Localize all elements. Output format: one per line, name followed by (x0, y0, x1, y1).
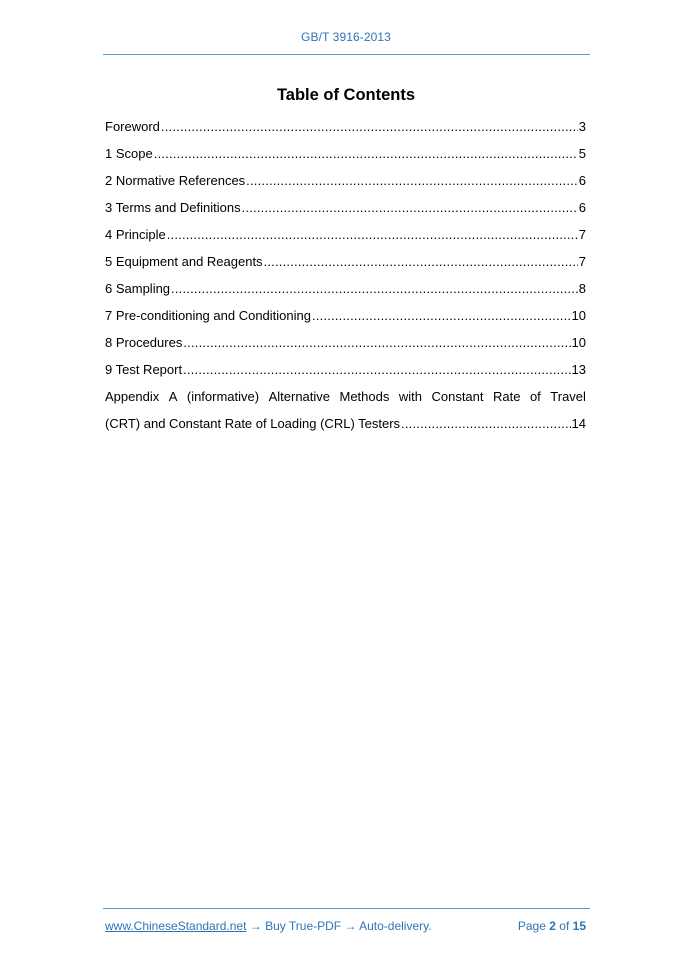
toc-entry-page: 6 (578, 173, 586, 188)
toc-entry-foreword[interactable] (105, 119, 586, 146)
toc-leader-dots (246, 173, 578, 188)
page-indicator (518, 919, 586, 933)
toc-entry-page: 10 (571, 335, 586, 350)
toc-entry-page: 3 (578, 119, 586, 134)
appendix-word: (informative) (186, 389, 260, 404)
toc-entry-label: (CRT) and Constant Rate of Loading (CRL) Testers (105, 416, 401, 431)
toc-leader-dots (161, 119, 578, 134)
appendix-word: Appendix (105, 389, 160, 404)
header-divider (103, 54, 590, 55)
appendix-word: A (168, 389, 178, 404)
toc-leader-dots (401, 416, 570, 431)
toc-leader-dots (171, 281, 578, 296)
toc-entry-label: 8 Procedures (105, 335, 183, 350)
running-header: GB/T 3916-2013 (301, 30, 391, 44)
of-word: of (559, 919, 570, 933)
toc-entry-label: 7 Pre-conditioning and Conditioning (105, 308, 311, 323)
appendix-word: Travel (550, 389, 586, 404)
footer-promo-text: → Buy True-PDF → Auto-delivery. (246, 919, 432, 933)
appendix-word: Rate (493, 389, 521, 404)
toc-entry-label: 5 Equipment and Reagents (105, 254, 263, 269)
toc-entry-test-report[interactable] (105, 362, 586, 389)
toc-entry-label: 6 Sampling (105, 281, 171, 296)
toc-entry-page: 7 (578, 254, 586, 269)
toc-title: Table of Contents (276, 86, 416, 104)
toc-entry-scope[interactable] (105, 146, 586, 173)
toc-leader-dots (154, 146, 578, 161)
website-link[interactable]: www.ChineseStandard.net (105, 919, 247, 933)
appendix-word: Alternative (268, 389, 331, 404)
appendix-title-line-2 (105, 416, 586, 443)
toc-entry-equipment-reagents[interactable] (105, 254, 586, 281)
toc-entry-terms-definitions[interactable] (105, 200, 586, 227)
toc-entry-label: Foreword (105, 119, 160, 134)
toc-entry-label: 4 Principle (105, 227, 166, 242)
table-of-contents (105, 119, 586, 443)
appendix-word: Constant (431, 389, 484, 404)
appendix-title-line-1 (105, 389, 586, 416)
toc-entry-appendix-a[interactable] (105, 389, 586, 443)
toc-entry-normative-references[interactable] (105, 173, 586, 200)
toc-entry-label: 3 Terms and Definitions (105, 200, 241, 215)
appendix-word: with (398, 389, 422, 404)
toc-entry-page: 5 (578, 146, 586, 161)
page-word: Page (517, 919, 546, 933)
toc-leader-dots (242, 200, 578, 215)
page-footer (105, 919, 586, 933)
toc-entry-label: 2 Normative References (105, 173, 246, 188)
toc-entry-label: 9 Test Report (105, 362, 183, 377)
toc-entry-page: 10 (571, 308, 586, 323)
toc-entry-page: 6 (578, 200, 586, 215)
toc-entry-page: 7 (578, 227, 586, 242)
toc-entry-label: 1 Scope (105, 146, 153, 161)
toc-leader-dots (183, 362, 570, 377)
toc-entry-principle[interactable] (105, 227, 586, 254)
appendix-word: Methods (339, 389, 390, 404)
toc-entry-procedures[interactable] (105, 335, 586, 362)
toc-leader-dots (264, 254, 578, 269)
page-total: 15 (572, 919, 586, 933)
toc-entry-sampling[interactable] (105, 281, 586, 308)
toc-entry-page: 13 (571, 362, 586, 377)
toc-entry-preconditioning[interactable] (105, 308, 586, 335)
toc-entry-page: 14 (571, 416, 586, 431)
page-current: 2 (549, 919, 556, 933)
toc-leader-dots (167, 227, 578, 242)
footer-promo (105, 919, 432, 933)
footer-divider (103, 908, 590, 909)
toc-leader-dots (312, 308, 571, 323)
toc-entry-page: 8 (578, 281, 586, 296)
toc-leader-dots (183, 335, 570, 350)
appendix-word: of (529, 389, 541, 404)
